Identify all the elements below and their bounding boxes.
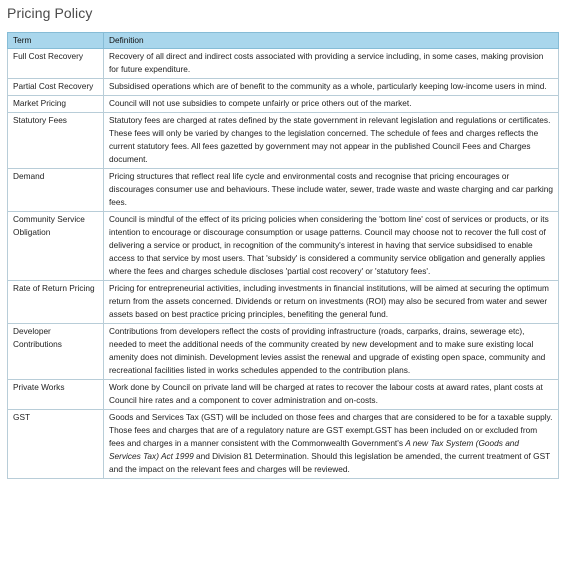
table-row <box>8 281 559 324</box>
term-cell: Community Service Obligation <box>8 212 104 281</box>
definition-cell: Council is mindful of the effect of its pricing policies when considering the 'bottom line' cost of services or products, or its intention to encourage or discourage consumption or usage patterns. Council may choose not to recover the full cost of delivering a service or product, in recognition of the community's interest in having that service subsidised to enable access to that service by most users. That 'subsidy' is considered a community service obligation and generally applies where the fees and charges schedule discloses 'partial cost recovery' or 'statutory fees'. <box>104 212 559 281</box>
table-row <box>8 49 559 79</box>
term-cell: Full Cost Recovery <box>8 49 104 79</box>
table-row <box>8 169 559 212</box>
definition-cell: Recovery of all direct and indirect costs associated with providing a service including, in some cases, making provision for future expenditure. <box>104 49 559 79</box>
term-cell: Rate of Return Pricing <box>8 281 104 324</box>
term-cell: Private Works <box>8 380 104 410</box>
term-cell: Developer Contributions <box>8 324 104 380</box>
definition-cell: Pricing structures that reflect real life cycle and environmental costs and recognise that pricing encourages or discourages consumer use and behaviours. These include water, sewer, trade waste and waste charging and car parking fees. <box>104 169 559 212</box>
definition-cell: Contributions from developers reflect the costs of providing infrastructure (roads, carparks, drains, sewerage etc), needed to meet the additional needs of the community created by new development and to make sure existing local amenity does not diminish. Development levies assist the renewal and upgrade of existing open space, community and recreational facilities listed in works schedules appended to the contribution plans. <box>104 324 559 380</box>
definition-cell: Work done by Council on private land will be charged at rates to recover the labour costs at award rates, plant costs at Council hire rates and a component to cover administration and on-costs. <box>104 380 559 410</box>
definition-text: and Division 81 Determination. Should this legislation be amended, the current treatment of GST and the impact on the relevant fees and charges will be reviewed. <box>109 451 551 474</box>
table-header-row <box>8 33 559 49</box>
definition-cell: Council will not use subsidies to compete unfairly or price others out of the market. <box>104 96 559 113</box>
table-row <box>8 79 559 96</box>
definition-cell: Pricing for entrepreneurial activities, including investments in financial institutions, will be aimed at securing the optimum return from the assets concerned. Dividends or return on investments (ROI) may also be secured from water and sewer assets based on best practice pricing principles, benefiting the general fund. <box>104 281 559 324</box>
table-row <box>8 96 559 113</box>
definition-cell: Statutory fees are charged at rates defined by the state government in relevant legislation and regulations or certificates. These fees will only be varied by changes to the legislation concerned. The schedule of fees and charges reflects the current statutory fees. All fees gazetted by government may not appear in the published Council Fees and Charges document. <box>104 113 559 169</box>
table-row <box>8 410 559 479</box>
act-title: A new Tax System (Goods and Services Tax) Act 1999 <box>109 438 520 461</box>
table-row <box>8 212 559 281</box>
table-row <box>8 113 559 169</box>
column-header-term: Term <box>8 33 104 49</box>
table-row <box>8 380 559 410</box>
definition-text: Goods and Services Tax (GST) will be included on those fees and charges that are considered to be for a taxable supply. Those fees and charges that are of a regulatory nature are GST exempt.GST has been included on or excluded from fees and charges in a manner consistent with the Commonwealth Government's <box>109 412 553 448</box>
table-row <box>8 324 559 380</box>
term-cell: GST <box>8 410 104 479</box>
term-cell: Demand <box>8 169 104 212</box>
term-cell: Market Pricing <box>8 96 104 113</box>
pricing-policy-table <box>7 32 559 479</box>
definition-cell <box>104 410 559 479</box>
page-title: Pricing Policy <box>7 5 93 21</box>
definition-cell: Subsidised operations which are of benefit to the community as a whole, particularly keeping low-income users in mind. <box>104 79 559 96</box>
term-cell: Partial Cost Recovery <box>8 79 104 96</box>
column-header-definition: Definition <box>104 33 559 49</box>
term-cell: Statutory Fees <box>8 113 104 169</box>
